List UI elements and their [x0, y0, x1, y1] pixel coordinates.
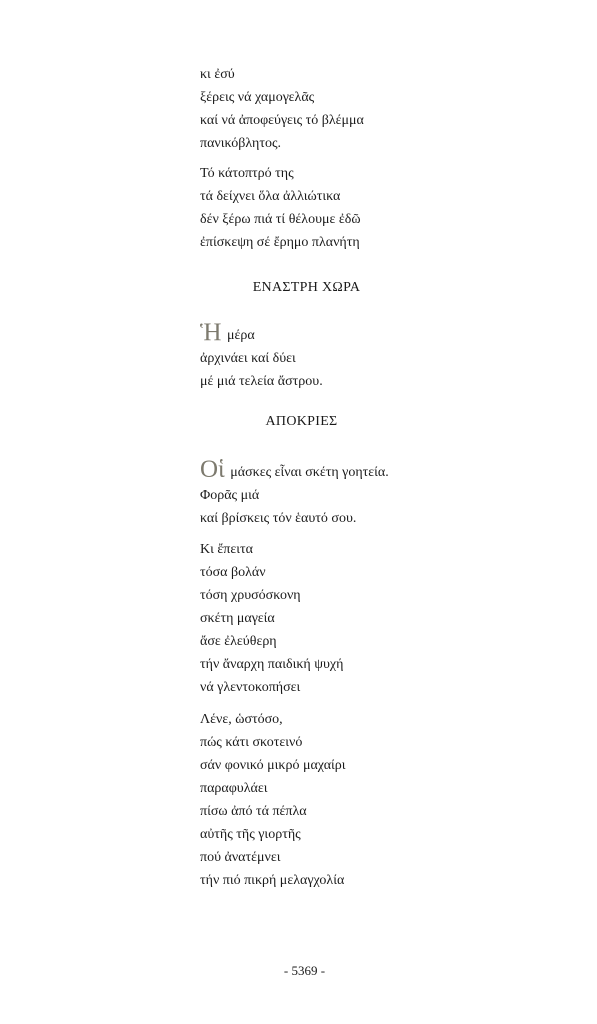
verse-line: σάν φονικό μικρό μαχαίρι [200, 758, 346, 773]
verse-text: μέρα [226, 328, 255, 343]
verse-line: τήν ἄναρχη παιδική ψυχή [200, 657, 344, 672]
verse-line: πώς κάτι σκοτεινό [200, 735, 303, 750]
verse-line: καί βρίσκεις τόν ἑαυτό σου. [200, 511, 357, 526]
stanza-1 [200, 63, 364, 155]
verse-line: Φορᾶς μιά [200, 488, 260, 503]
poem-2-stanza-1 [200, 458, 389, 530]
drop-cap: Οἱ [200, 456, 225, 483]
poem-2-stanza-3 [200, 708, 346, 892]
verse-line: καί νά ἀποφεύγεις τό βλέμμα [200, 113, 364, 128]
verse-line: τά δείχνει ὅλα ἀλλιώτικα [200, 189, 341, 204]
verse-line: ξέρεις νά χαμογελᾶς [200, 90, 315, 105]
verse-line: πίσω ἀπό τά πέπλα [200, 804, 307, 819]
verse-line: Κι ἔπειτα [200, 542, 253, 557]
verse-line: πανικόβλητος. [200, 136, 282, 151]
verse-line: τόση χρυσόσκονη [200, 588, 301, 603]
drop-cap: Ἡ [200, 319, 222, 346]
verse-line: τήν πιό πικρή μελαγχολία [200, 873, 345, 888]
page-number: - 5369 - [283, 963, 326, 978]
verse-line: αὐτῆς τῆς γιορτῆς [200, 827, 301, 842]
verse-line: πού ἀνατέμνει [200, 850, 281, 865]
verse-line: ἄσε ἐλεύθερη [200, 634, 277, 649]
stanza-2 [200, 162, 361, 254]
verse-line: τόσα βολάν [200, 565, 266, 580]
poem-title-apokries: ΑΠΟΚΡΙΕΣ [265, 414, 338, 429]
verse-first-line [200, 458, 389, 484]
poem-2-stanza-2 [200, 538, 343, 699]
verse-line: παραφυλάει [200, 781, 268, 796]
verse-line: δέν ξέρω πιά τί θέλουμε ἐδῶ [200, 212, 361, 227]
poem-title-enastri-hora: ΕΝΑΣΤΡΗ ΧΩΡΑ [252, 280, 361, 295]
verse-first-line [200, 321, 323, 347]
verse-line: Λένε, ὡστόσο, [200, 712, 283, 727]
poem-1-body [200, 321, 323, 393]
verse-line: ἀρχινάει καί δύει [200, 351, 296, 366]
verse-line: ἐπίσκεψη σέ ἔρημο πλανήτη [200, 235, 360, 250]
verse-line: νά γλεντοκοπήσει [200, 680, 301, 695]
verse-line: μέ μιά τελεία ἄστρου. [200, 374, 323, 389]
verse-line: Τό κάτοπτρό της [200, 166, 294, 181]
verse-line: κι ἐσύ [200, 67, 235, 82]
verse-line: σκέτη μαγεία [200, 611, 275, 626]
verse-text: μάσκες εἶναι σκέτη γοητεία. [230, 465, 389, 480]
